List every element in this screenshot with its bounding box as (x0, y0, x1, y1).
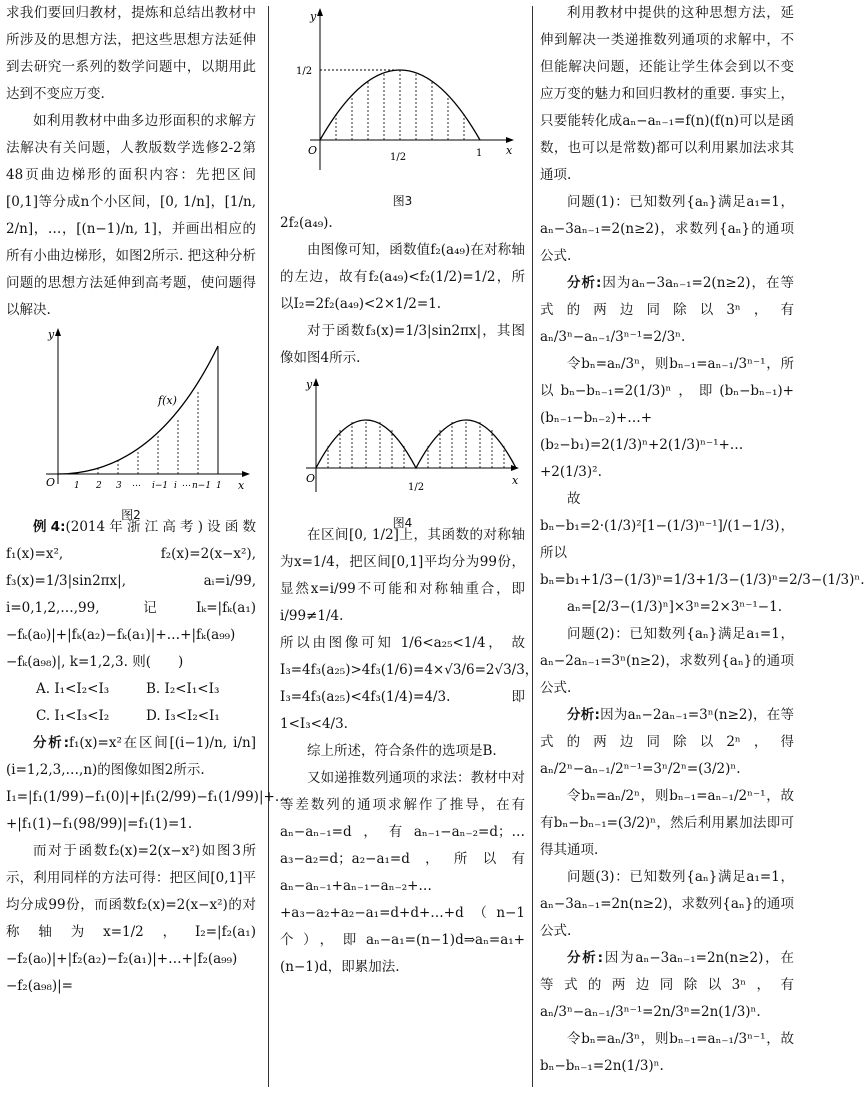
svg-text:O: O (306, 472, 316, 485)
analysis-2-text: 因为aₙ−2aₙ₋₁=3ⁿ(n≥2)，在等式的两边同除以2ⁿ，得aₙ/2ⁿ−aₙ₋₁/2ⁿ⁻¹=3ⁿ/2ⁿ=(3/2)ⁿ. (540, 707, 794, 777)
column-divider-2 (532, 6, 533, 1087)
figure-3 (280, 0, 525, 210)
options-row-1 (6, 676, 256, 703)
option-b: B. I₂<I₁<I₃ (146, 681, 220, 697)
figure-2 (6, 324, 256, 522)
figure-4 (280, 372, 525, 530)
analysis-text: f₁(x)=x²在区间[(i−1)/n, i/n](i=1,2,3,…,n)的图像如图2所示. (6, 735, 256, 778)
example-4-text: (2014年浙江高考)设函数f₁(x)=x², f₂(x)=2(x−x²), f₃(x)=1/3|sin2πx|, aᵢ=i/99, i=0,1,2,…,99, 记Iₖ=|fₖ(a₁)−fₖ(a₀)|+|fₖ(a₂)−fₖ(a₁)|+…+|fₖ(a₉₉)−fₖ(a₉₈)|, k=1,2,3. 则( ) (6, 519, 257, 670)
intro-paragraph: 求我们要回归教材，提炼和总结出教材中所涉及的思想方法，把这些思想方法延伸到去研究一系列的数学问题中，以期用此达到不变应万变. (6, 5, 256, 102)
i3-paragraph: 所以由图像可知 1/6<a₂₅<1/4， 故I₃=4f₃(a₂₅)>4f₃(1/6)=4×√3/6=2√3/3，I₃=4f₃(a₂₅)<4f₃(1/4)=4/3. 即1<I₃<4/3. (280, 635, 539, 732)
column-3 (540, 0, 865, 1093)
option-a: A. I₁<I₂<I₃ (36, 681, 110, 697)
svg-text:i−1: i−1 (152, 481, 169, 491)
figure-4-caption: 图4 (392, 516, 413, 530)
method-paragraph: 如利用教材中曲多边形面积的求解方法解决有关问题，人教版数学选修2-2第48页曲边梯形的面积内容：先把区间[0,1]等分成n个小区间，[0, 1/n]，[1/n, 2/n]，…，[(n−1)/n, 1]，并画出相应的所有小曲边梯形，如图2所示. 把这种分析问题的思想方法延伸到高考题，使问题得以解决. (6, 113, 256, 318)
method-extension-paragraph: 利用教材中提供的这种思想方法，延伸到解决一类递推数列通项的求解中，不但能解决问题，还能让学生体会到以不变应万变的魅力和回归教材的重要. 事实上，只要能转化成aₙ−aₙ₋₁=f(n)(f(n)可以是函数，也可以是常数)都可以利用累加法求其通项. (540, 5, 794, 183)
analysis-1-label: 分析: (567, 275, 602, 291)
svg-text:y: y (48, 328, 55, 341)
column-1 (6, 0, 289, 1093)
svg-text:y: y (306, 378, 313, 391)
svg-text:f(x): f(x) (158, 394, 177, 407)
svg-text:O: O (308, 144, 318, 157)
svg-text:x: x (506, 144, 513, 157)
f3-paragraph: 对于函数f₃(x)=1/3|sin2πx|，其图像如图4所示. (280, 323, 525, 366)
svg-text:2: 2 (96, 481, 102, 491)
column-2 (280, 0, 539, 1093)
svg-text:1: 1 (216, 481, 222, 491)
svg-text:3: 3 (116, 481, 122, 491)
example-label: 例4: (33, 519, 66, 535)
analysis-2-step-2: 令bₙ=aₙ/2ⁿ，则bₙ₋₁=aₙ₋₁/2ⁿ⁻¹，故有bₙ−bₙ₋₁=(3/2)ⁿ，然后利用累加法即可得其通项. (540, 788, 794, 858)
svg-text:x: x (512, 474, 519, 487)
svg-text:n−1: n−1 (192, 481, 212, 491)
analysis-1-step-3: 故bₙ−b₁=2·(1/3)²[1−(1/3)ⁿ⁻¹]/(1−1/3)，所以 (540, 491, 794, 561)
svg-text:1/2: 1/2 (296, 66, 313, 77)
analysis-label: 分析: (33, 735, 69, 751)
question-1: 问题(1)：已知数列{aₙ}满足a₁=1，aₙ−3aₙ₋₁=2(n≥2)，求数列{aₙ}的通项公式. (540, 194, 794, 264)
question-2: 问题(2)：已知数列{aₙ}满足a₁=1，aₙ−2aₙ₋₁=3ⁿ(n≥2)，求数列{aₙ}的通项公式. (540, 626, 794, 696)
figure-4-plot (280, 372, 525, 502)
analysis-3-label: 分析: (567, 950, 604, 966)
svg-text:O: O (46, 476, 56, 489)
analysis-3-step-2: 令bₙ=aₙ/3ⁿ，则bₙ₋₁=aₙ₋₁/3ⁿ⁻¹，故bₙ−bₙ₋₁=2n(1/3)ⁿ. (540, 1031, 794, 1074)
analysis-1-step-4: bₙ=b₁+1/3−(1/3)ⁿ=1/3+1/3−(1/3)ⁿ=2/3−(1/3)ⁿ. (540, 572, 865, 588)
options-row-2 (6, 703, 256, 730)
recurrence-paragraph: 又如递推数列通项的求法：教材中对等差数列的通项求解作了推导，在有aₙ−aₙ₋₁=d，有aₙ₋₁−aₙ₋₂=d；…a₃−a₂=d；a₂−a₁=d，所以有aₙ−aₙ₋₁+aₙ₋₁−aₙ₋₂+…+a₃−a₂+a₂−a₁=d+d+…+d（n−1个），即aₙ−a₁=(n−1)d⇒aₙ=a₁+(n−1)d，即累加法. (280, 770, 525, 975)
svg-text:y: y (310, 10, 317, 23)
svg-text:1/2: 1/2 (390, 152, 407, 163)
analysis-3-text: 因为aₙ−3aₙ₋₁=2n(n≥2)，在等式的两边同除以3ⁿ，有aₙ/3ⁿ−aₙ₋₁/3ⁿ⁻¹=2n/3ⁿ=2n(1/3)ⁿ. (540, 950, 794, 1020)
svg-text:1/2: 1/2 (408, 482, 425, 493)
analysis-1-text: 因为aₙ−3aₙ₋₁=2(n≥2)，在等式的两边同除以3ⁿ，有aₙ/3ⁿ−aₙ₋₁/3ⁿ⁻¹=2/3ⁿ. (540, 275, 795, 345)
svg-text:…: … (132, 479, 141, 489)
f2-continuation: 2f₂(a₄₉). (280, 215, 333, 231)
axis-paragraph: 在区间[0, 1/2]上，其函数的对称轴为x=1/4，把区间[0,1]平均分为99份，显然x=i/99不可能和对称轴重合，即i/99≠1/4. (280, 527, 525, 624)
option-d: D. I₃<I₂<I₁ (146, 708, 220, 724)
figure-2-caption: 图2 (121, 508, 141, 522)
column-divider-1 (268, 6, 269, 1087)
analysis-1-result: aₙ=[2/3−(1/3)ⁿ]×3ⁿ=2×3ⁿ⁻¹−1. (567, 599, 782, 615)
option-c: C. I₁<I₃<I₂ (36, 708, 110, 724)
svg-text:i: i (174, 481, 177, 491)
svg-text:1: 1 (476, 148, 483, 159)
figure-3-caption: 图3 (392, 194, 413, 208)
svg-text:1: 1 (74, 481, 80, 491)
figure-2-plot (6, 324, 256, 494)
question-3: 问题(3)：已知数列{aₙ}满足a₁=1，aₙ−3aₙ₋₁=2n(n≥2)，求数列{aₙ}的通项公式. (540, 869, 794, 939)
svg-text:…: … (182, 479, 191, 489)
analysis-1-step-2: 令bₙ=aₙ/3ⁿ，则bₙ₋₁=aₙ₋₁/3ⁿ⁻¹，所以bₙ−bₙ₋₁=2(1/3)ⁿ，即(bₙ−bₙ₋₁)+(bₙ₋₁−bₙ₋₂)+…+(b₂−b₁)=2(1/3)ⁿ+2(1/3)ⁿ⁻¹+…+2(1/3)². (540, 356, 794, 480)
figure-3-plot (280, 0, 525, 180)
svg-text:x: x (238, 479, 245, 492)
f2-paragraph: 而对于函数f₂(x)=2(x−x²)如图3所示，利用同样的方法可得：把区间[0,1]平均分成99份，而函数f₂(x)=2(x−x²)的对称轴为x=1/2，I₂=|f₂(a₁)−f₂(a₀)|+|f₂(a₂)−f₂(a₁)|+…+|f₂(a₉₉)−f₂(a₉₈)|= (6, 843, 256, 994)
i2-paragraph: 由图像可知，函数值f₂(a₄₉)在对称轴的左边，故有f₂(a₄₉)<f₂(1/2)=1/2，所以I₂=2f₂(a₄₉)<2×1/2=1. (280, 242, 525, 312)
analysis-2-label: 分析: (567, 707, 600, 723)
equation-i1: I₁=|f₁(1/99)−f₁(0)|+|f₁(2/99)−f₁(1/99)|+…+|f₁(1)−f₁(98/99)|=f₁(1)=1. (6, 789, 289, 832)
conclusion-paragraph: 综上所述，符合条件的选项是B. (307, 743, 497, 759)
